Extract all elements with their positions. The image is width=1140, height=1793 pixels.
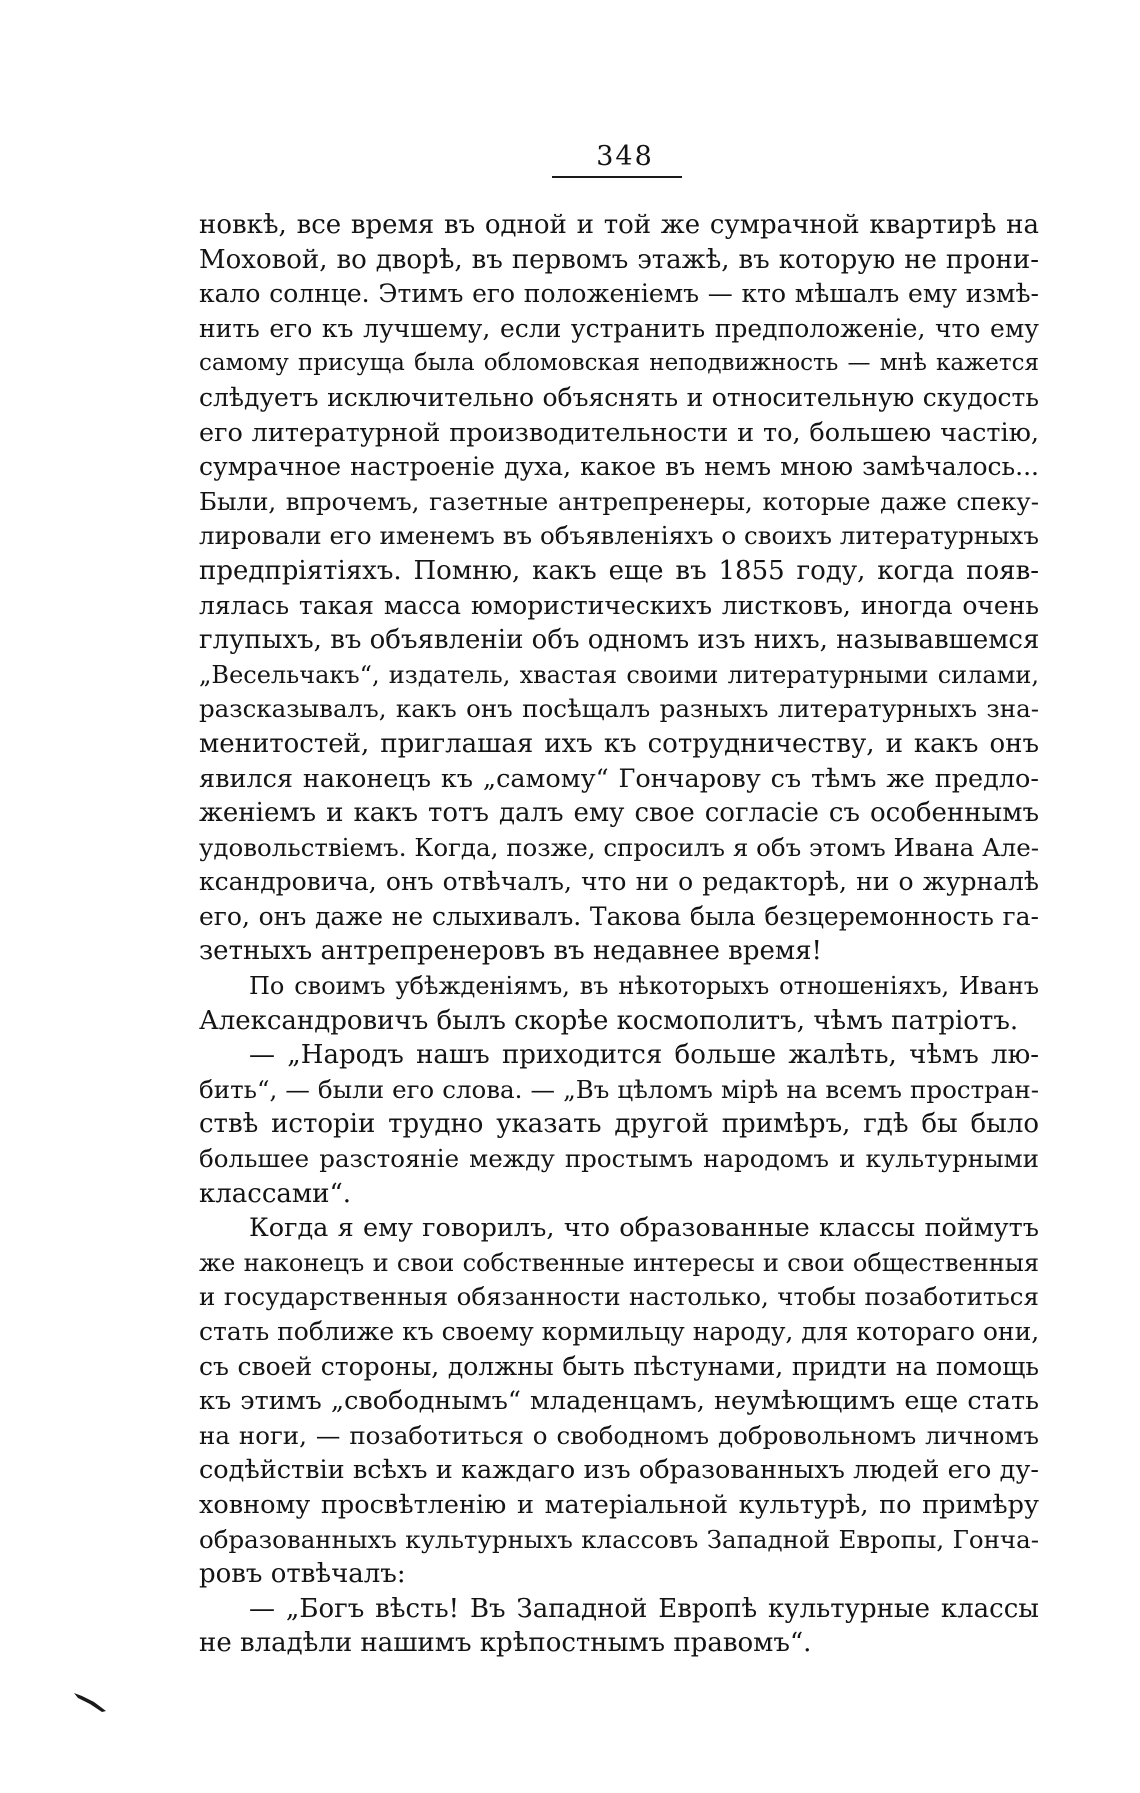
- text-line: зетныхъ антрепренеровъ въ недавнее время!: [199, 936, 822, 967]
- text-line: удовольствіемъ. Когда, позже, спросилъ я объ этомъ Ивана Але-: [199, 832, 1039, 862]
- text-line: къ этимъ „свободнымъ“ младенцамъ, неумѣющимъ еще стать: [199, 1386, 1039, 1417]
- page-number-rule: [552, 176, 682, 178]
- text-line: глупыхъ, въ объявленіи объ одномъ изъ нихъ, называвшемся: [199, 625, 1039, 656]
- text-line: Александровичъ былъ скорѣе космополитъ, чѣмъ патріотъ.: [199, 1005, 1019, 1036]
- text-line: на ноги, — позаботиться о свободномъ добровольномъ личномъ: [199, 1420, 1039, 1450]
- text-line: большее разстояніе между простымъ народомъ и культурными: [199, 1144, 1039, 1174]
- text-line: его, онъ даже не слыхивалъ. Такова была безцеремонность га-: [199, 901, 1039, 931]
- text-line: — „Народъ нашъ приходится больше жалѣть, чѣмъ лю-: [249, 1040, 1039, 1071]
- stray-ink-mark: [72, 1690, 110, 1714]
- text-line: женіемъ и какъ тотъ далъ ему свое согласіе съ особеннымъ: [199, 798, 1039, 829]
- text-line: ствѣ исторіи трудно указать другой примѣръ, гдѣ бы было: [199, 1109, 1039, 1140]
- text-line: По своимъ убѣжденіямъ, въ нѣкоторыхъ отношеніяхъ, Иванъ: [249, 972, 1039, 1001]
- text-line: новкѣ, все время въ одной и той же сумрачной квартирѣ на: [199, 210, 1039, 240]
- text-line: Когда я ему говорилъ, что образованные классы поймутъ: [249, 1213, 1039, 1244]
- text-line: самому присуща была обломовская неподвижность — мнѣ кажется: [199, 350, 1039, 377]
- text-line: менитостей, приглашая ихъ къ сотрудничеству, и какъ онъ: [199, 728, 1039, 759]
- text-line: образованныхъ культурныхъ классовъ Западной Европы, Гонча-: [199, 1524, 1039, 1554]
- text-line: разсказывалъ, какъ онъ посѣщалъ разныхъ литературныхъ зна-: [199, 694, 1039, 724]
- text-line: ксандровича, онъ отвѣчалъ, что ни о редакторѣ, ни о журналѣ: [199, 867, 1039, 897]
- text-line: его литературной производительности и то, большею частію,: [199, 417, 1039, 448]
- text-line: — „Богъ вѣсть! Въ Западной Европѣ культурные классы: [249, 1593, 1039, 1624]
- text-line: классами“.: [199, 1178, 352, 1209]
- body-text: [199, 208, 1039, 1661]
- text-line: предпріятіяхъ. Помню, какъ еще въ 1855 году, когда появ-: [199, 555, 1039, 586]
- text-line: бить“, — были его слова. — „Въ цѣломъ мірѣ на всемъ простран-: [199, 1074, 1039, 1104]
- text-line: лялась такая масса юмористическихъ листковъ, иногда очень: [199, 590, 1039, 620]
- text-line: лировали его именемъ въ объявленіяхъ о своихъ литературныхъ: [199, 521, 1039, 551]
- text-line: ховному просвѣтленію и матеріальной культурѣ, по примѣру: [199, 1489, 1039, 1520]
- text-line: нить его къ лучшему, если устранить предположеніе, что ему: [199, 313, 1039, 343]
- text-line: Были, впрочемъ, газетные антрепренеры, которые даже спеку-: [199, 486, 1039, 516]
- text-line: „Весельчакъ“, издатель, хвастая своими литературными силами,: [199, 660, 1039, 689]
- text-line: ровъ отвѣчалъ:: [199, 1559, 406, 1590]
- text-line: содѣйствіи всѣхъ и каждаго изъ образованныхъ людей его ду-: [199, 1455, 1039, 1486]
- text-line: не владѣли нашимъ крѣпостнымъ правомъ“.: [199, 1628, 812, 1659]
- text-line: сумрачное настроеніе духа, какое въ немъ мною замѣчалось...: [199, 452, 1039, 482]
- text-line: кало солнце. Этимъ его положеніемъ — кто мѣшалъ ему измѣ-: [199, 279, 1039, 309]
- text-line: и государственныя обязанности настолько, чтобы позаботиться: [199, 1282, 1039, 1312]
- text-line: же наконецъ и свои собственные интересы и свои общественныя: [199, 1248, 1039, 1277]
- text-line: Моховой, во дворѣ, въ первомъ этажѣ, въ которую не прони-: [199, 244, 1039, 275]
- text-line: стать поближе къ своему кормильцу народу, для котораго они,: [199, 1317, 1039, 1346]
- text-line: слѣдуетъ исключительно объяснять и относительную скудость: [199, 382, 1039, 412]
- text-line: съ своей стороны, должны быть пѣстунами, придти на помощь: [199, 1351, 1039, 1381]
- page-number: 348: [596, 141, 654, 172]
- text-line: явился наконецъ къ „самому“ Гончарову съ тѣмъ же предло-: [199, 763, 1039, 794]
